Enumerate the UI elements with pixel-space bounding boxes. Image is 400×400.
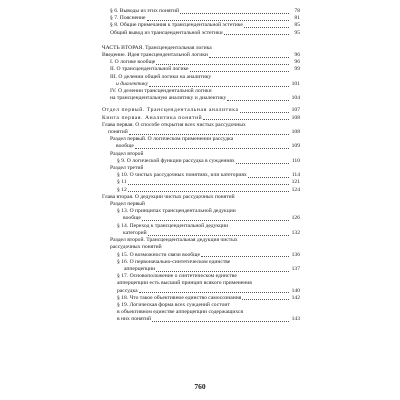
dot-leader [244,27,289,28]
toc-entry [102,52,300,59]
dot-leader [129,134,289,135]
toc-entry [102,66,300,73]
toc-entry-title: Глава вторая. О дедукции чистых рассудочных понятий [102,193,235,200]
dot-leader [201,256,289,257]
toc-entry-title: III. О делении общей логики на аналитику [110,73,212,80]
toc-entry-title: Введение. Идея трансцендентальной логики [102,52,208,59]
toc-entry-title: Раздел второй [110,150,144,157]
toc-entry-title-cont: рассудка [117,287,138,294]
toc-entry-title: § 9. О логической функции рассудка в суждениях [117,157,235,164]
toc-entry-title-cont: понятий [108,129,128,136]
toc-entry [102,259,300,266]
toc-entry [102,273,300,295]
dot-leader [128,191,289,192]
toc-entry-title: Отдел первый. Трансцендентальная аналитика [102,107,239,114]
toc-entry-page: 143 [291,316,300,323]
toc-entry-title: § 11 [117,179,127,186]
toc-entry-page: 99 [294,66,300,73]
toc-entry [102,88,300,102]
toc-entry-title-cont: в объективном единстве апперцепции содержащихся [117,309,244,316]
toc-entry-title-cont: рассудочных понятий [110,244,162,251]
toc-entry-cont [102,266,300,273]
toc-entry-page: 108 [291,129,300,136]
toc-entry-page: 96 [294,59,300,66]
dot-leader [190,71,289,72]
dot-leader [135,148,289,149]
toc-entry-title: § 8. Общие примечания к трансцендентальной эстетике [110,22,243,29]
toc-entry [102,59,300,66]
toc-entry [102,22,300,29]
toc-entry [102,208,300,222]
dot-leader [209,57,289,58]
toc-entry-title-cont: на трансцендентальную аналитику и диалектику [110,95,227,102]
toc-entry-page: 109 [291,143,300,150]
toc-entry [102,15,300,22]
toc-entry-page: 78 [294,8,300,14]
toc-entry-title: I. О логике вообще [110,59,156,66]
toc-entry-page: 137 [291,265,300,272]
toc-entry-title-cont: вообще [123,215,141,222]
toc-entry-title: § 7. Пояснение [110,15,146,22]
toc-entry-page: 95 [294,29,300,36]
toc-entry-title: § 17. Основоположение о синтетическом единстве [117,273,237,280]
toc-entry-title: Раздел первый [110,201,145,208]
dot-leader [128,184,289,185]
toc-entry-page: 132 [291,229,300,236]
toc-chapter-heading [102,194,300,201]
dot-leader [139,292,289,293]
dot-leader [142,220,289,221]
dot-leader [180,13,289,14]
dot-leader [240,112,289,113]
toc-entry-title-cont: и диалектику [116,80,149,87]
dot-leader [149,86,289,87]
toc-entry-title: § 12 [117,186,127,193]
dot-leader [242,299,289,300]
toc-part-title: ЧАСТЬ ВТОРАЯ. Трансцендентальная логика [102,44,212,51]
toc-entry-title-cont: вообще [116,143,134,150]
toc-entry-page: 124 [291,186,300,193]
toc-entry [102,136,300,150]
toc-entry-title: § 14. Переход к трансцендентальной дедукции [117,222,229,229]
toc-entry-title: Раздел второй. Трансцендентальная дедукция чистых [110,237,238,244]
toc-entry [102,172,300,179]
toc-entry-page: 81 [294,15,300,22]
toc-subheading [102,237,300,251]
toc-entry [102,115,300,122]
toc-entry-title: § 18. Что такое объективное единство самосознания [117,294,242,301]
toc-entry-page: 107 [291,107,300,114]
toc-entry-title: Книга первая. Аналитика понятий [102,114,203,121]
toc-entry-title: § 19. Логическая форма всех суждений состоит [117,301,230,308]
toc-entry-title-cont: апперцепции [124,265,156,272]
toc-part-heading [102,45,300,52]
toc-entry-title: § 13. О принципах трансцендентальной дедукции [117,208,236,215]
toc-entry-title: Раздел третий [110,165,144,172]
dot-leader [203,119,289,120]
toc-entry-title: § 6. Выводы из этих понятий [110,8,179,14]
toc-entry-page: 110 [291,157,300,164]
toc-entry [102,30,300,37]
dot-leader [224,34,289,35]
toc-entry-title-cont: категорий [123,229,147,236]
toc-entry-title: § 10. О чистых рассудочных понятиях, или категориях [117,172,247,179]
toc-entry-title: Раздел первый. О логическом применении рассудка [110,136,234,143]
dot-leader [236,163,289,164]
toc-entry-page: 136 [291,251,300,258]
toc-entry [102,223,300,237]
toc-entry [102,158,300,165]
toc-entry-title: II. О трансцендентальной логике [110,66,189,73]
toc-entry-page: 114 [291,172,300,179]
toc-entry-title: § 15. О возможности связи вообще [117,251,200,258]
toc-entry-title: § 16. О первоначально-синтетическом единстве [117,258,231,265]
toc-entry-title-cont: апперцепции есть высший принцип всякого применения [117,280,252,287]
dot-leader [248,177,289,178]
toc-entry-title: Общий вывод из трансцендентальной эстетики [110,29,223,36]
toc-entry [102,74,300,88]
dot-leader [148,235,289,236]
toc-entry-page: 140 [291,287,300,294]
dot-leader [156,271,289,272]
dot-leader [147,20,289,21]
toc-entry-title: IV. О делении трансцендентальной логики [110,88,212,95]
toc-entry-page: 104 [291,95,300,102]
toc-entry [102,8,300,15]
dot-leader [152,321,289,322]
toc-entry [102,122,300,136]
toc-entry-page: 85 [294,22,300,29]
toc-entry-title: Глава первая. О способе открытия всех чистых рассудочных [102,121,246,128]
page-number: 760 [194,382,206,391]
toc-entry [102,179,300,186]
toc-subheading [102,201,300,208]
toc-entry-title-cont: в них понятий [117,316,152,323]
toc-entry [102,107,300,114]
toc-entry [102,187,300,194]
toc-entry-page: 108 [291,114,300,121]
table-of-contents [102,8,300,324]
toc-subheading [102,151,300,158]
dot-leader [227,100,289,101]
toc-entry-page: 142 [291,294,300,301]
dot-leader [156,64,289,65]
toc-entry [102,302,300,324]
toc-entry-page: 126 [291,215,300,222]
toc-entry [102,252,300,259]
toc-entry-page: 96 [294,52,300,59]
toc-subheading [102,165,300,172]
toc-entry-page: 101 [291,80,300,87]
toc-entry [102,295,300,302]
toc-entry-page: 121 [291,179,300,186]
